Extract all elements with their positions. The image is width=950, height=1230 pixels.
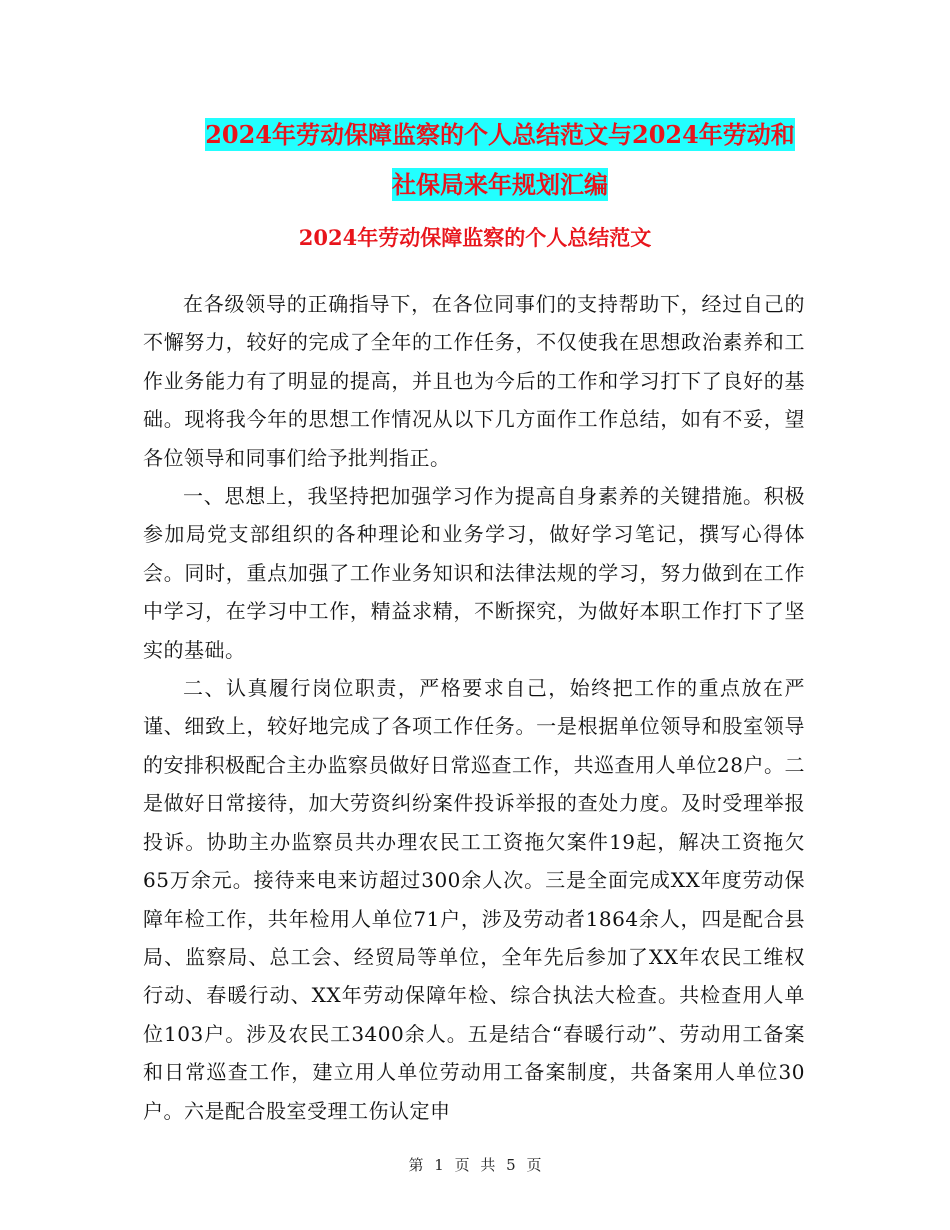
document-title-line-1: 2024年劳动保障监察的个人总结范文与2024年劳动和	[205, 120, 795, 149]
paragraph-intro: 在各级领导的正确指导下，在各位同事们的支持帮助下，经过自己的不懈努力，较好的完成了全年的工作任务，不仅使我在思想政治素养和工作业务能力有了明显的提高，并且也为今后的工作和学习打下了良好的基础。现将我今年的思想工作情况从以下几方面作工作总结，如有不妥，望各位领导和同事们给予批判指正。	[143, 292, 805, 470]
paragraph-thought: 一、思想上，我坚持把加强学习作为提高自身素养的关键措施。积极参加局党支部组织的各种理论和业务学习，做好学习笔记，撰写心得体会。同时，重点加强了工作业务知识和法律法规的学习，努力做到在工作中学习，在学习中工作，精益求精，不断探究，为做好本职工作打下了坚实的基础。	[143, 484, 805, 662]
section-title: 2024年劳动保障监察的个人总结范文	[298, 225, 652, 250]
document-body	[143, 285, 805, 1130]
document-title-line-2: 社保局来年规划汇编	[392, 170, 608, 199]
paragraph-duties: 二、认真履行岗位职责，严格要求自己，始终把工作的重点放在严谨、细致上，较好地完成了各项工作任务。一是根据单位领导和股室领导的安排积极配合主办监察员做好日常巡查工作，共巡查用人单位28户。二是做好日常接待，加大劳资纠纷案件投诉举报的查处力度。及时受理举报投诉。协助主办监察员共办理农民工工资拖欠案件19起，解决工资拖欠65万余元。接待来电来访超过300余人次。三是全面完成XX年度劳动保障年检工作，共年检用人单位71户，涉及劳动者1864余人，四是配合县局、监察局、总工会、经贸局等单位，全年先后参加了XX年农民工维权行动、春暖行动、XX年劳动保障年检、综合执法大检查。共检查用人单位103户。涉及农民工3400余人。五是结合“春暖行动”、劳动用工备案和日常巡查工作，建立用人单位劳动用工备案制度，共备案用人单位30户。六是配合股室受理工伤认定申	[143, 676, 805, 1123]
document-title	[140, 110, 860, 210]
page-footer: 第 1 页 共 5 页	[408, 1156, 542, 1174]
